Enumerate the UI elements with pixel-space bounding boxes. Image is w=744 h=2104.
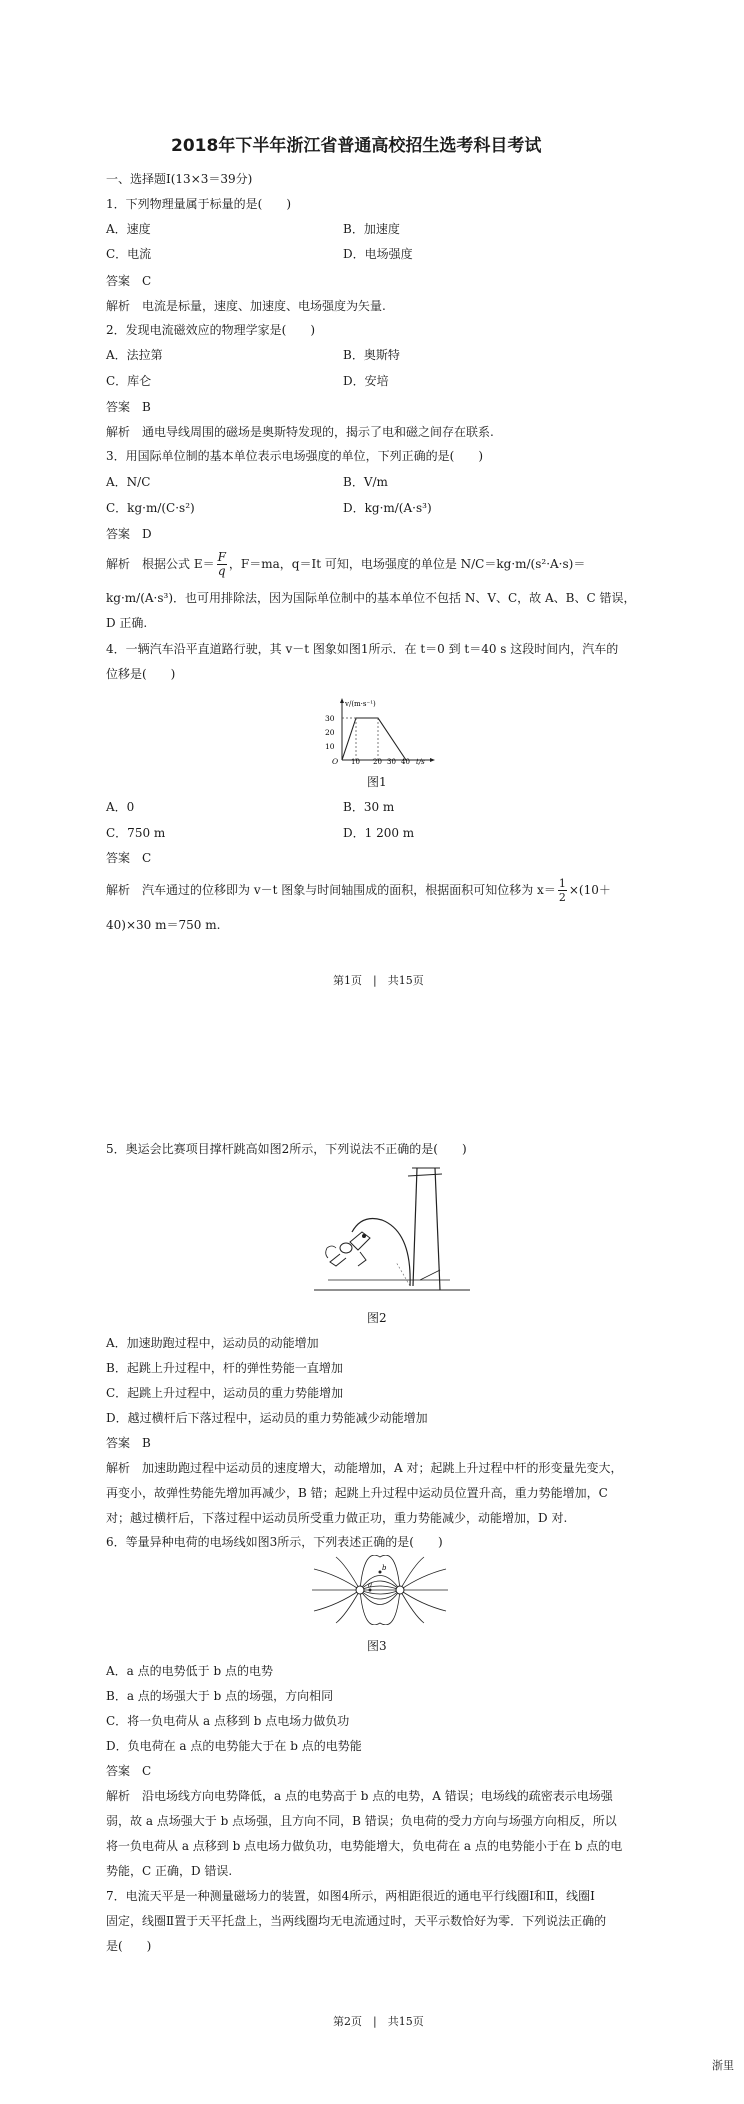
q3-analysis-part2: ，F＝ma，q＝It 可知，电场强度的单位是 N/C＝kg·m/(s²·A·s)＝ — [228, 557, 586, 571]
q6-option-a: A．a 点的电势低于 b 点的电势 — [106, 1664, 273, 1678]
q5-answer: 答案 B — [106, 1436, 151, 1450]
q6-analysis-line1: 解析 沿电场线方向电势降低，a 点的电势高于 b 点的电势，A 错误；电场线的疏密表示电场强 — [106, 1789, 613, 1803]
figure-ytick-10: 10 — [325, 742, 335, 751]
fraction-numerator: F — [217, 550, 226, 564]
figure-3-dipole-field — [310, 1555, 450, 1625]
figure-1-vt-graph — [320, 697, 440, 765]
q1-stem: 1．下列物理量属于标量的是( ) — [106, 197, 291, 211]
q2-option-a: A．法拉第 — [106, 348, 163, 362]
x-axis-arrow — [430, 758, 435, 762]
point-a-label: a — [368, 1581, 373, 1589]
figure-1-caption: 图1 — [367, 775, 387, 789]
q6-option-c: C．将一负电荷从 a 点移到 b 点电场力做负功 — [106, 1714, 350, 1728]
q6-analysis-line4: 势能，C 正确，D 错误. — [106, 1864, 233, 1878]
q4-answer: 答案 C — [106, 851, 152, 865]
q4-option-c: C．750 m — [106, 826, 166, 840]
figure-ytick-20: 20 — [325, 728, 335, 737]
q3-analysis-line2: kg·m/(A·s³)．也可用排除法，因为国际单位制中的基本单位不包括 N、V、C，故 A、B、C 错误， — [106, 591, 636, 605]
vt-curve — [342, 718, 406, 760]
q5-option-c: C．起跳上升过程中，运动员的重力势能增加 — [106, 1386, 344, 1400]
q3-analysis-part1: 解析 根据公式 E＝ — [106, 557, 215, 571]
q2-option-d: D．安培 — [343, 374, 389, 388]
fraction-denominator: 2 — [558, 891, 566, 904]
section-heading: 一、选择题Ⅰ(13×3＝39分) — [106, 172, 253, 186]
q2-option-b: B．奥斯特 — [343, 348, 400, 362]
q3-option-a: A．N/C — [106, 475, 151, 489]
q4-option-a: A．0 — [106, 800, 135, 814]
q7-stem-line1: 7．电流天平是一种测量磁场力的装置，如图4所示，两相距很近的通电平行线圈Ⅰ和Ⅱ，线圈Ⅰ — [106, 1889, 595, 1903]
q4-analysis-line2: 40)×30 m＝750 m. — [106, 918, 221, 932]
fraction-numerator: 1 — [558, 877, 566, 890]
figure-xtick-30: 30 — [387, 758, 396, 765]
point-b-label: b — [382, 1564, 387, 1572]
q5-analysis-line2: 再变小，故弹性势能先增加再减少，B 错；起跳上升过程中运动员位置升高，重力势能增加，C — [106, 1486, 608, 1500]
q3-stem: 3．用国际单位制的基本单位表示电场强度的单位，下列正确的是( ) — [106, 449, 484, 463]
mat-edge — [420, 1270, 440, 1280]
q6-analysis-line2: 弱，故 a 点场强大于 b 点场强，且方向不同，B 错误；负电荷的受力方向与场强方向相反，所以 — [106, 1814, 617, 1828]
figure-ytick-30: 30 — [325, 714, 335, 723]
upright-left — [413, 1168, 417, 1286]
athlete-figure — [326, 1232, 370, 1266]
q3-option-d: D．kg·m/(A·s³) — [343, 501, 432, 515]
page-title: 2018年下半年浙江省普通高校招生选考科目考试 — [171, 136, 542, 156]
q1-option-c: C．电流 — [106, 247, 152, 261]
q1-option-a: A．速度 — [106, 222, 151, 236]
q6-analysis-line3: 将一负电荷从 a 点移到 b 点电场力做负功，电势能增大，负电荷在 a 点的电势能小于在 b 点的电 — [106, 1839, 623, 1853]
q1-answer: 答案 C — [106, 274, 152, 288]
figure-xtick-40: 40 — [401, 758, 410, 765]
q6-option-b: B．a 点的场强大于 b 点的场强，方向相同 — [106, 1689, 334, 1703]
q5-option-a: A．加速助跑过程中，运动员的动能增加 — [106, 1336, 319, 1350]
q4-option-d: D．1 200 m — [343, 826, 415, 840]
page-2-footer: 第2页 | 共15页 — [333, 2015, 424, 2028]
page-1-footer: 第1页 | 共15页 — [333, 974, 424, 987]
figure-xtick-10: 10 — [351, 758, 360, 765]
q4-analysis-part2: ×(10＋ — [568, 883, 611, 897]
q3-answer: 答案 D — [106, 527, 152, 541]
figure-2-caption: 图2 — [367, 1311, 387, 1325]
figure-3-caption: 图3 — [367, 1639, 387, 1653]
q4-analysis-part1: 解析 汽车通过的位移即为 v－t 图象与时间轴围成的面积，根据面积可知位移为 x＝ — [106, 883, 556, 897]
q3-option-c: C．kg·m/(C·s²) — [106, 501, 195, 515]
field-lines — [312, 1555, 448, 1625]
q2-analysis: 解析 通电导线周围的磁场是奥斯特发现的，揭示了电和磁之间存在联系. — [106, 425, 494, 439]
q6-option-d: D．负电荷在 a 点的电势能大于在 b 点的电势能 — [106, 1739, 362, 1753]
figure-y-label: v/(m·s⁻¹) — [345, 700, 376, 708]
q7-stem-line2: 固定，线圈Ⅱ置于天平托盘上，当两线圈均无电流通过时，天平示数恰好为零．下列说法正确的 — [106, 1914, 607, 1928]
q5-option-d: D．越过横杆后下落过程中，运动员的重力势能减少动能增加 — [106, 1411, 428, 1425]
y-axis-arrow — [340, 698, 344, 703]
q2-answer: 答案 B — [106, 400, 151, 414]
fraction-denominator: q — [217, 564, 226, 578]
q5-option-b: B．起跳上升过程中，杆的弹性势能一直增加 — [106, 1361, 343, 1375]
q4-analysis-line1 — [106, 877, 611, 904]
q2-stem: 2．发现电流磁效应的物理学家是( ) — [106, 323, 315, 337]
negative-charge — [396, 1586, 404, 1594]
q3-option-b: B．V/m — [343, 475, 388, 489]
q4-stem-line1: 4．一辆汽车沿平直道路行驶，其 v－t 图象如图1所示．在 t＝0 到 t＝40 s 这段时间内，汽车的 — [106, 642, 619, 656]
q6-answer: 答案 C — [106, 1764, 152, 1778]
figure-2-pole-vault — [300, 1162, 480, 1302]
q1-analysis: 解析 电流是标量，速度、加速度、电场强度为矢量. — [106, 299, 386, 313]
fraction — [558, 877, 567, 904]
q2-option-c: C．库仑 — [106, 374, 152, 388]
q4-option-b: B．30 m — [343, 800, 395, 814]
q3-analysis-line1 — [106, 551, 585, 578]
q5-stem: 5．奥运会比赛项目撑杆跳高如图2所示，下列说法不正确的是( ) — [106, 1142, 467, 1156]
q4-stem-line2: 位移是( ) — [106, 667, 176, 681]
figure-origin: O — [332, 757, 339, 765]
q5-analysis-line3: 对；越过横杆后，下落过程中运动员所受重力做正功，重力势能减少，动能增加，D 对. — [106, 1511, 568, 1525]
q1-option-d: D．电场强度 — [343, 247, 413, 261]
pole-shade — [396, 1262, 410, 1286]
figure-x-label: t/s — [416, 758, 425, 765]
fraction — [217, 551, 227, 578]
q1-option-b: B．加速度 — [343, 222, 400, 236]
q3-analysis-line3: D 正确. — [106, 616, 148, 630]
corner-watermark-text: 浙里 — [712, 2059, 734, 2072]
crossbar — [408, 1174, 442, 1176]
q5-analysis-line1: 解析 加速助跑过程中运动员的速度增大，动能增加，A 对；起跳上升过程中杆的形变量先变大， — [106, 1461, 623, 1475]
positive-charge — [356, 1586, 364, 1594]
q6-stem: 6．等量异种电荷的电场线如图3所示，下列表述正确的是( ) — [106, 1535, 443, 1549]
q7-stem-line3: 是( ) — [106, 1939, 152, 1953]
figure-xtick-20: 20 — [373, 758, 382, 765]
